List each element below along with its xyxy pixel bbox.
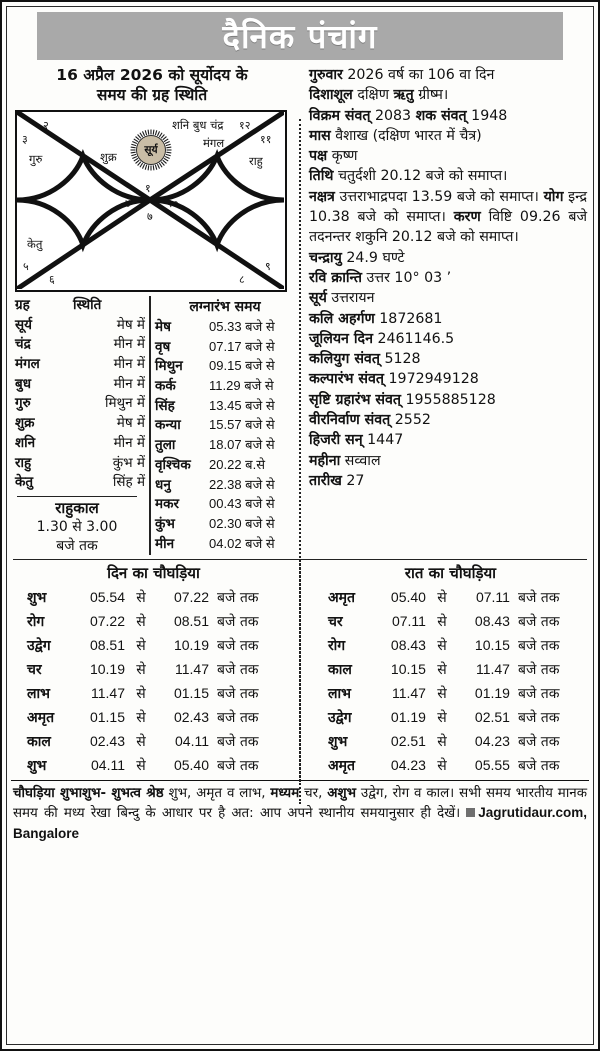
info-label: विक्रम संवत् <box>309 107 371 124</box>
choghadiya-separator: से <box>437 614 447 631</box>
rahukaal-range: 1.30 से 3.00 <box>36 519 118 536</box>
choghadiya-end-time: 02.43 <box>173 709 209 726</box>
panchang-info-line <box>309 369 587 389</box>
graha-row <box>11 473 149 493</box>
lagna-row <box>155 456 295 476</box>
info-value: 1972949128 <box>388 371 479 388</box>
day-choghadiya-row <box>13 730 294 754</box>
info-value: 24.9 घण्टे <box>346 249 405 266</box>
chart-house-number-1: १ <box>145 181 151 195</box>
lagna-row <box>155 416 295 436</box>
info-value: 1955885128 <box>405 391 496 408</box>
lagna-sign: मिथुन <box>155 358 183 375</box>
choghadiya-suffix: बजे तक <box>217 710 259 727</box>
info-label: कलियुग संवत् <box>309 351 380 368</box>
chart-house-number-9: ९ <box>265 259 271 273</box>
info-value: दक्षिण <box>357 87 389 104</box>
info-label: चन्द्रायु <box>309 249 342 266</box>
choghadiya-start-time: 11.47 <box>391 685 426 702</box>
choghadiya-name: उद्वेग <box>327 710 352 727</box>
panchang-info-line <box>309 390 587 410</box>
graha-row <box>11 316 149 336</box>
left-column <box>7 63 299 555</box>
choghadiya-suffix: बजे तक <box>217 734 259 751</box>
panchang-info-line <box>309 471 587 491</box>
night-choghadiya-row <box>314 754 587 778</box>
choghadiya-suffix: बजे तक <box>517 662 560 679</box>
graha-planet-name: मंगल <box>15 356 40 373</box>
graha-row <box>11 375 149 395</box>
info-value: 5128 <box>384 351 421 368</box>
choghadiya-separator: से <box>136 590 146 607</box>
night-choghadiya-row <box>314 658 587 682</box>
panchang-inner-frame <box>6 6 594 1045</box>
panchang-info-line <box>309 65 587 85</box>
choghadiya-start-time: 04.11 <box>91 757 125 774</box>
night-choghadiya-row <box>314 682 587 706</box>
choghadiya-end-time: 01.15 <box>173 685 209 702</box>
rahukaal-suffix: बजे तक <box>56 537 98 554</box>
panchang-info-line <box>309 187 587 248</box>
info-value: 27 <box>346 472 365 489</box>
graha-table <box>11 296 149 555</box>
footer-text-2: चर, <box>299 786 328 801</box>
choghadiya-separator: से <box>437 638 447 655</box>
left-heading-line2: समय की ग्रह स्थिति <box>96 86 208 105</box>
graha-planet-position: मीन में <box>113 356 146 373</box>
choghadiya-end-time: 08.43 <box>474 613 510 630</box>
choghadiya-separator: से <box>437 758 447 775</box>
panchang-info-line <box>309 349 587 369</box>
panchang-info-line <box>309 146 587 166</box>
choghadiya-name: काल <box>27 734 51 751</box>
graha-header-position: स्थिति <box>73 296 102 313</box>
brand-credit[interactable]: Jagrutidaur.com, Bangalore <box>13 805 587 841</box>
chart-house-number-2: २ <box>43 118 49 132</box>
choghadiya-suffix: बजे तक <box>217 590 259 607</box>
choghadiya-separator: से <box>136 686 146 703</box>
lagna-start-time: 15.57 बजे से <box>209 417 275 433</box>
choghadiya-separator: से <box>136 614 146 631</box>
info-label: शक संवत् <box>415 107 467 124</box>
graha-planet-position: मेष में <box>116 316 146 333</box>
day-choghadiya-row <box>13 754 294 778</box>
info-label: योग <box>543 188 564 205</box>
choghadiya-name: लाभ <box>327 686 351 703</box>
graha-planet-position: कुंभ में <box>112 454 146 471</box>
choghadiya-end-time: 02.51 <box>474 709 510 726</box>
info-label: महीना <box>309 452 341 469</box>
choghadiya-suffix: बजे तक <box>517 734 560 751</box>
info-value: 1447 <box>367 432 404 449</box>
lagna-row <box>155 515 295 535</box>
lagna-sign: वृष <box>155 338 171 355</box>
panchang-info-line <box>309 106 587 126</box>
info-label: पक्ष <box>309 148 328 165</box>
graha-row <box>11 434 149 454</box>
day-choghadiya-title: दिन का चौघड़िया <box>107 564 200 583</box>
sun-icon <box>130 129 172 171</box>
choghadiya-vertical-divider <box>299 560 301 804</box>
night-choghadiya-row <box>314 706 587 730</box>
kundali-chart <box>15 110 287 292</box>
lagna-start-time: 07.17 बजे से <box>209 338 275 354</box>
left-heading-line1: 16 अप्रैल 2026 को सूर्योदय के <box>56 66 248 84</box>
footer-bold-1: चौघड़िया शुभाशुभ- शुभत्व श्रेष्ठ <box>13 786 164 801</box>
panchang-info-line <box>309 85 587 105</box>
info-label: करण <box>453 209 481 226</box>
night-choghadiya-row <box>314 610 587 634</box>
info-value: कृष्ण <box>331 148 358 165</box>
choghadiya-separator: से <box>437 734 447 751</box>
panchang-info-line <box>309 268 587 288</box>
choghadiya-suffix: बजे तक <box>217 758 259 775</box>
info-value: 2461146.5 <box>377 330 455 347</box>
choghadiya-name: शुभ <box>27 590 47 607</box>
chart-house-number-6: ६ <box>49 272 55 286</box>
panchang-info-line <box>309 166 587 186</box>
choghadiya-end-time: 11.47 <box>475 661 510 678</box>
choghadiya-name: उद्वेग <box>27 638 51 655</box>
night-choghadiya-row <box>314 586 587 610</box>
lagna-sign: कुंभ <box>155 515 175 532</box>
info-value: वैशाख (दक्षिण भारत में चैत्र) <box>335 127 482 144</box>
choghadiya-end-time: 04.11 <box>175 733 209 750</box>
kundali-chart-wrap <box>7 110 299 292</box>
footer-bold-3: अशुभ <box>327 786 356 801</box>
choghadiya-start-time: 04.23 <box>390 757 426 774</box>
info-value: 1872681 <box>379 310 443 327</box>
left-heading <box>7 63 299 110</box>
choghadiya-start-time: 08.43 <box>390 637 426 654</box>
choghadiya-start-time: 10.19 <box>89 661 125 678</box>
info-value: उत्तरायन <box>331 290 375 307</box>
graha-planet-position: मीन में <box>113 336 146 353</box>
day-choghadiya-row <box>13 658 294 682</box>
choghadiya-separator: से <box>437 662 447 679</box>
panchang-info-line <box>309 451 587 471</box>
info-label: गुरुवार <box>309 67 343 83</box>
lagna-row <box>155 436 295 456</box>
day-choghadiya-row <box>13 682 294 706</box>
choghadiya-suffix: बजे तक <box>517 710 560 727</box>
chart-house-number-12: १२ <box>239 118 251 132</box>
chart-house-number-3: ३ <box>22 132 28 146</box>
lagna-sign: सिंह <box>155 397 175 414</box>
lagna-sign: कर्क <box>155 378 176 395</box>
page-title: दैनिक पंचांग <box>222 16 378 56</box>
choghadiya-name: शुभ <box>327 734 348 751</box>
footer-text-1: शुभ, अमृत व लाभ, <box>163 786 271 801</box>
chart-house-number-8: ८ <box>239 272 245 286</box>
night-choghadiya-table <box>300 563 593 778</box>
choghadiya-start-time: 02.51 <box>390 733 426 750</box>
info-value: ग्रीष्म। <box>418 87 449 104</box>
choghadiya-start-time: 07.22 <box>89 613 125 630</box>
lagna-start-time: 09.15 बजे से <box>209 358 275 374</box>
lagna-table-header: लग्नारंभ समय <box>189 298 261 315</box>
info-value: चतुर्दशी 20.12 बजे को समाप्त। <box>338 168 508 185</box>
panchang-info-line <box>309 329 587 349</box>
day-choghadiya-row <box>13 634 294 658</box>
main-columns <box>7 63 593 555</box>
choghadiya-start-time: 11.47 <box>91 685 125 702</box>
lagna-sign: मीन <box>155 535 175 552</box>
choghadiya-separator: से <box>437 590 447 607</box>
choghadiya-start-time: 01.19 <box>390 709 426 726</box>
info-value: 2083 <box>374 107 412 124</box>
info-label: ऋतु <box>393 87 414 104</box>
night-choghadiya-title: रात का चौघड़िया <box>404 564 497 583</box>
choghadiya-name: शुभ <box>27 758 47 775</box>
graha-planet-name: शुक्र <box>15 415 35 432</box>
night-choghadiya-row <box>314 730 587 754</box>
lagna-row <box>155 535 295 555</box>
lagna-sign: वृश्चिक <box>155 456 191 473</box>
graha-row <box>11 394 149 414</box>
graha-planet-name: गुरु <box>15 395 31 412</box>
choghadiya-separator: से <box>136 710 146 727</box>
choghadiya-start-time: 05.54 <box>89 589 125 606</box>
info-label: हिजरी सन् <box>309 432 363 449</box>
chart-house-number-5: ५ <box>23 259 29 273</box>
lagna-table <box>149 296 295 555</box>
lagna-sign: धनु <box>155 476 171 493</box>
graha-planet-name: बुध <box>15 375 32 392</box>
choghadiya-suffix: बजे तक <box>517 758 560 775</box>
lagna-start-time: 13.45 बजे से <box>209 397 275 413</box>
footer-bold-2: मध्यम <box>270 786 300 801</box>
choghadiya-end-time: 10.15 <box>474 637 510 654</box>
choghadiya-suffix: बजे तक <box>517 614 560 631</box>
choghadiya-separator: से <box>437 710 447 727</box>
choghadiya-end-time: 07.11 <box>475 589 510 606</box>
chart-house-number-7: ७ <box>147 209 153 223</box>
choghadiya-end-time: 07.22 <box>173 589 209 606</box>
graha-planet-position: मीन में <box>113 434 146 451</box>
info-value: इन्द्र 10.38 बजे को समाप्त। <box>309 188 588 226</box>
graha-planet-name: केतु <box>15 474 34 491</box>
lagna-row <box>155 338 295 358</box>
info-value: 2026 वर्ष का 106 वा दिन <box>347 67 495 83</box>
choghadiya-end-time: 10.19 <box>173 637 209 654</box>
day-choghadiya-table <box>7 563 300 778</box>
lagna-start-time: 02.30 बजे से <box>209 515 275 531</box>
sun-label: सूर्य <box>136 135 166 165</box>
choghadiya-end-time: 05.40 <box>173 757 209 774</box>
choghadiya-separator: से <box>136 662 146 679</box>
info-label: तारीख <box>309 472 342 489</box>
lagna-row <box>155 495 295 515</box>
lagna-start-time: 04.02 बजे से <box>209 535 275 551</box>
header-banner <box>37 12 563 60</box>
panchang-info-line <box>309 248 587 268</box>
chart-house-number-4: ४ <box>125 196 131 210</box>
graha-planet-position: मेष में <box>116 415 146 432</box>
info-label: नक्षत्र <box>309 188 335 205</box>
graha-planet-name: चंद्र <box>15 336 31 353</box>
info-label: दिशाशूल <box>309 87 353 104</box>
choghadiya-start-time: 02.43 <box>89 733 125 750</box>
chart-house-number-11: ११ <box>260 132 272 146</box>
lagna-start-time: 22.38 बजे से <box>209 476 275 492</box>
graha-planet-position: सिंह में <box>112 474 146 491</box>
day-choghadiya-row <box>13 610 294 634</box>
brand-square-icon <box>466 808 475 817</box>
choghadiya-suffix: बजे तक <box>217 662 259 679</box>
lagna-start-time: 11.29 बजे से <box>209 378 274 394</box>
graha-planet-name: सूर्य <box>15 316 32 333</box>
chart-planet-shukra: शुक्र <box>100 149 117 164</box>
choghadiya-end-time: 11.47 <box>175 661 209 678</box>
panchang-info-line <box>309 430 587 450</box>
lagna-sign: तुला <box>155 437 176 454</box>
choghadiya-name: चर <box>27 662 42 679</box>
info-value: उत्तराभाद्रपदा 13.59 बजे को समाप्त। <box>339 188 539 205</box>
graha-row <box>11 414 149 434</box>
choghadiya-end-time: 08.51 <box>173 613 209 630</box>
chart-planet-rahu: राहु <box>249 153 263 168</box>
choghadiya-name: चर <box>327 614 343 631</box>
choghadiya-name: काल <box>327 662 352 679</box>
day-choghadiya-row <box>13 706 294 730</box>
graha-header-planet: ग्रह <box>15 296 30 313</box>
positions-tables <box>7 292 299 555</box>
choghadiya-start-time: 01.15 <box>89 709 125 726</box>
chart-house-number-10: १० <box>167 196 179 210</box>
rahukaal-block <box>17 496 137 555</box>
chart-planet-ketu: केतु <box>27 236 43 251</box>
info-value: विष्टि 09.26 बजे तदनन्तर शकुनि 20.12 बजे को समाप्त। <box>309 209 587 246</box>
choghadiya-start-time: 05.40 <box>390 589 426 606</box>
choghadiya-start-time: 10.15 <box>390 661 426 678</box>
right-column <box>299 63 593 555</box>
lagna-sign: मकर <box>155 496 179 513</box>
graha-row <box>11 335 149 355</box>
lagna-row <box>155 318 295 338</box>
info-label: सूर्य <box>309 290 327 307</box>
choghadiya-end-time: 05.55 <box>474 757 510 774</box>
choghadiya-suffix: बजे तक <box>217 686 259 703</box>
chart-planets-shani-budh-chandra: शनि बुध चंद्र <box>172 117 224 132</box>
choghadiya-end-time: 04.23 <box>474 733 510 750</box>
lagna-sign: मेष <box>155 318 171 335</box>
choghadiya-separator: से <box>136 734 146 751</box>
info-label: कलि अहर्गण <box>309 310 375 327</box>
choghadiya-name: रोग <box>327 638 346 655</box>
info-value: सव्वाल <box>344 452 381 469</box>
chart-planet-guru: गुरु <box>29 151 43 166</box>
graha-row <box>11 355 149 375</box>
choghadiya-suffix: बजे तक <box>217 614 259 631</box>
choghadiya-separator: से <box>136 638 146 655</box>
panchang-info-line <box>309 410 587 430</box>
night-choghadiya-row <box>314 634 587 658</box>
graha-planet-name: राहु <box>15 454 32 471</box>
lagna-row <box>155 397 295 417</box>
choghadiya-separator: से <box>136 758 146 775</box>
choghadiya-name: अमृत <box>327 590 356 607</box>
choghadiya-end-time: 01.19 <box>474 685 510 702</box>
lagna-row <box>155 357 295 377</box>
lagna-start-time: 05.33 बजे से <box>209 318 275 334</box>
info-label: मास <box>309 127 331 144</box>
choghadiya-start-time: 07.11 <box>391 613 426 630</box>
choghadiya-section <box>7 560 593 778</box>
info-value: 2552 <box>394 412 431 429</box>
lagna-start-time: 00.43 बजे से <box>209 496 275 512</box>
lagna-start-time: 18.07 बजे से <box>209 437 275 453</box>
info-value: उत्तर 10° 03 ’ <box>366 269 452 286</box>
info-label: तिथि <box>309 168 334 185</box>
info-label: कल्पारंभ संवत् <box>309 371 384 388</box>
choghadiya-suffix: बजे तक <box>517 590 560 607</box>
choghadiya-start-time: 08.51 <box>89 637 125 654</box>
info-label: वीरनिर्वाण संवत् <box>309 412 391 429</box>
day-choghadiya-row <box>13 586 294 610</box>
lagna-row <box>155 476 295 496</box>
info-label: सृष्टि ग्रहारंभ संवत् <box>309 391 401 408</box>
lagna-row <box>155 377 295 397</box>
rahukaal-title: राहुकाल <box>55 498 99 517</box>
panchang-info-line <box>309 126 587 146</box>
info-value: 1948 <box>471 107 508 124</box>
choghadiya-suffix: बजे तक <box>517 638 560 655</box>
panchang-info-line <box>309 309 587 329</box>
graha-planet-name: शनि <box>15 434 36 451</box>
graha-planet-position: मीन में <box>113 375 146 392</box>
graha-planet-position: मिथुन में <box>104 395 146 412</box>
choghadiya-name: लाभ <box>27 686 50 703</box>
choghadiya-name: अमृत <box>27 710 55 727</box>
lagna-sign: कन्या <box>155 417 181 434</box>
footer-text-3: उद्वेग, रोग व काल। सभी समय भारतीय मानक समय की मध्य रेखा बिन्दु के आधार पर है अत: आप अपने स्थानीय समयानुसार ही देखें। <box>13 786 588 822</box>
info-label: जूलियन दिन <box>309 330 373 347</box>
lagna-start-time: 20.22 ब.से <box>209 456 265 472</box>
graha-row <box>11 454 149 474</box>
choghadiya-separator: से <box>437 686 447 703</box>
choghadiya-name: अमृत <box>327 758 356 775</box>
choghadiya-suffix: बजे तक <box>517 686 560 703</box>
choghadiya-suffix: बजे तक <box>217 638 259 655</box>
panchang-info-line <box>309 288 587 308</box>
choghadiya-name: रोग <box>27 614 45 631</box>
panchang-info-list <box>305 63 593 491</box>
graha-table-header <box>11 296 149 316</box>
info-label: रवि क्रान्ति <box>309 269 363 286</box>
chart-planet-mangal: मंगल <box>203 135 225 150</box>
